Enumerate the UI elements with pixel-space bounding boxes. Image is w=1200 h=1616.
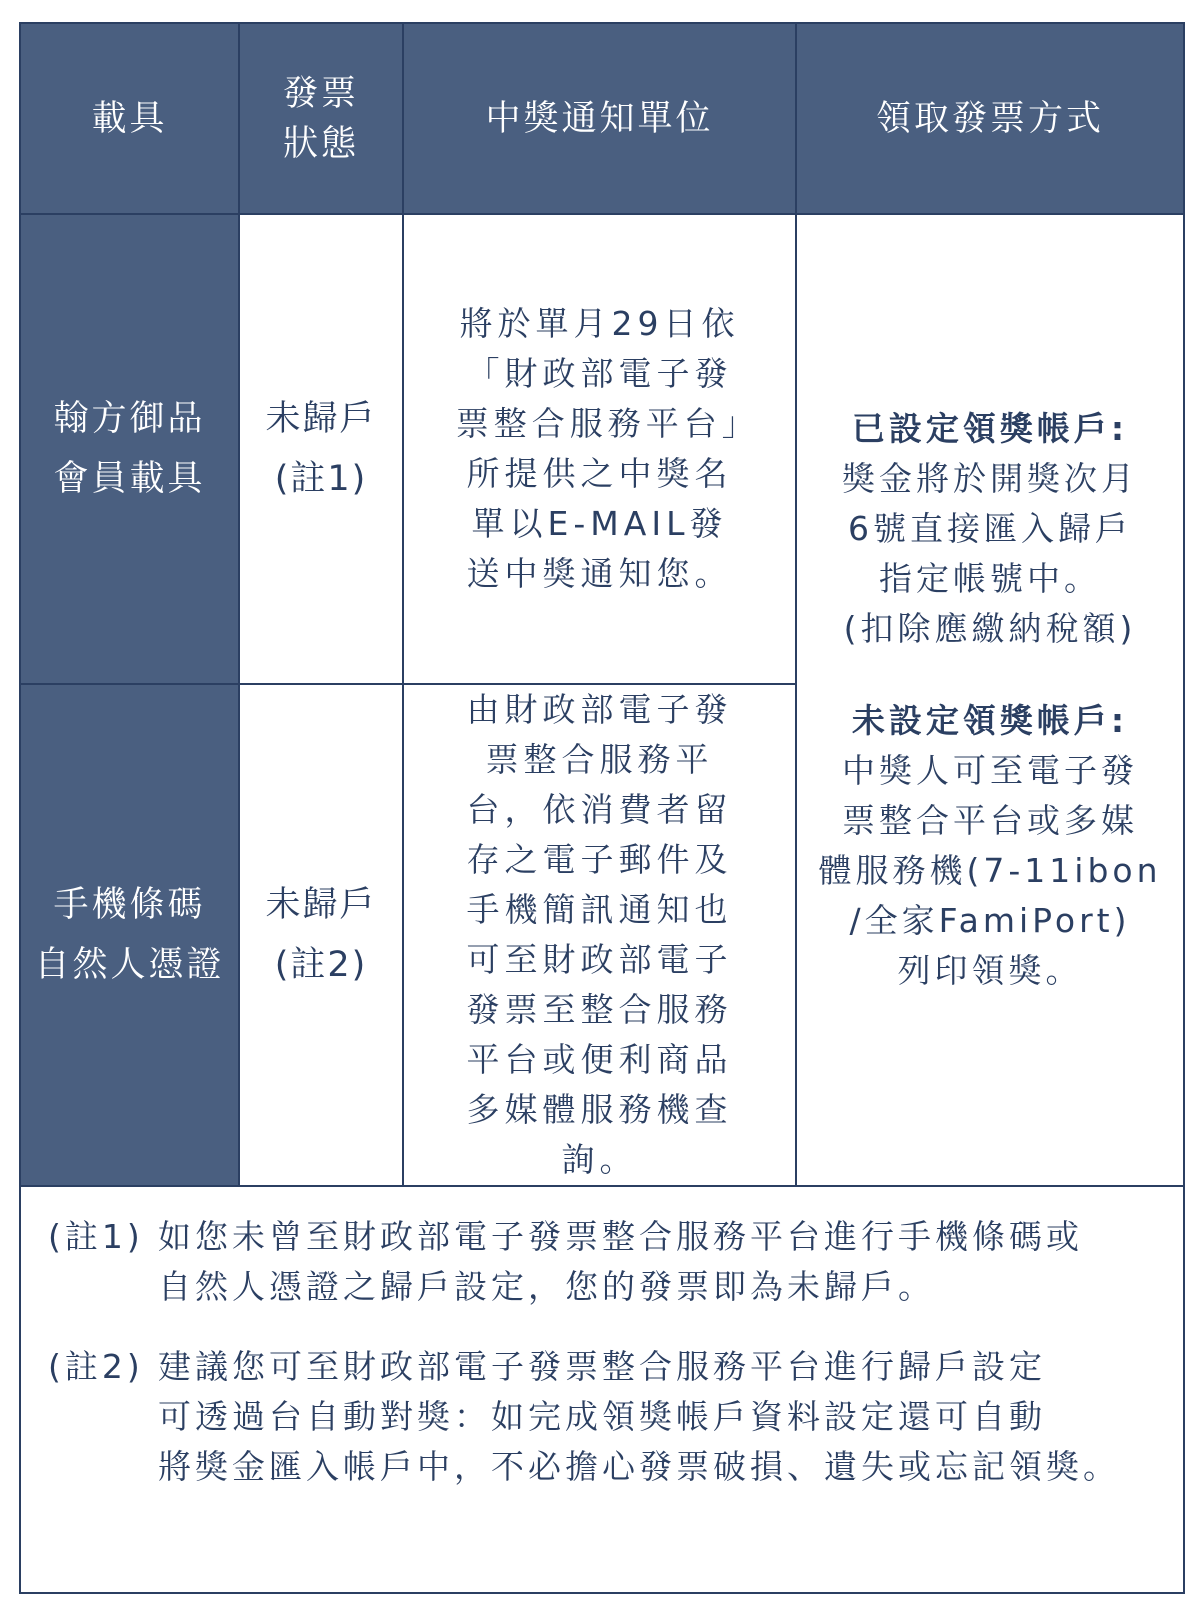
header-method: 領取發票方式: [796, 24, 1183, 214]
note-1-text: 如您未曾至財政部電子發票整合服務平台進行手機條碼或 自然人憑證之歸戶設定，您的發票即為未歸戶。: [158, 1217, 1083, 1306]
carrier-member: 翰方御品 會員載具: [21, 214, 239, 684]
method-cell: [796, 214, 1183, 1186]
note-1-label: (註1): [48, 1217, 144, 1256]
status-note2: 未歸戶 (註2): [239, 684, 403, 1186]
note-1: [48, 1212, 1148, 1312]
header-notify: 中獎通知單位: [403, 24, 796, 214]
carrier-mobile: 手機條碼 自然人憑證: [21, 684, 239, 1186]
note-2-text: 建議您可至財政部電子發票整合服務平台進行歸戶設定 可透過台自動對獎：如完成領獎帳戶資料設定還可自動 將獎金匯入帳戶中，不必擔心發票破損、遺失或忘記領獎。: [158, 1347, 1120, 1486]
notify-text-2: 由財政部電子發票整合服務平台，依消費者留存之電子郵件及手機簡訊通知也可至財政部電子發票至整合服務平台或便利商品多媒體服務機查詢。: [466, 690, 733, 1179]
notes-section: [48, 1212, 1148, 1522]
header-carrier: 載具: [21, 24, 239, 214]
method-set-body: 獎金將於開獎次月 6號直接匯入歸戶 指定帳號中。 (扣除應繳納稅額): [842, 459, 1138, 648]
notify-text-1: 將於單月29日依「財政部電子發票整合服務平台」所提供之中獎名單以E-MAIL發送中獎通知您。: [455, 304, 744, 593]
method-set-title: 已設定領獎帳戶:: [851, 409, 1129, 448]
note-2-label: (註2): [48, 1347, 144, 1386]
notify-cell-2: [403, 684, 796, 1186]
method-unset-title: 未設定領獎帳戶:: [851, 701, 1129, 740]
note-2: [48, 1342, 1148, 1492]
status-note1: 未歸戶 (註1): [239, 214, 403, 684]
notify-cell-1: [403, 214, 796, 684]
method-unset-body: 中獎人可至電子發 票整合平台或多媒 體服務機(7-11ibon /全家FamiPort) 列印領獎。: [818, 751, 1162, 990]
header-status: 發票 狀態: [239, 24, 403, 214]
invoice-table: [21, 24, 1183, 1187]
